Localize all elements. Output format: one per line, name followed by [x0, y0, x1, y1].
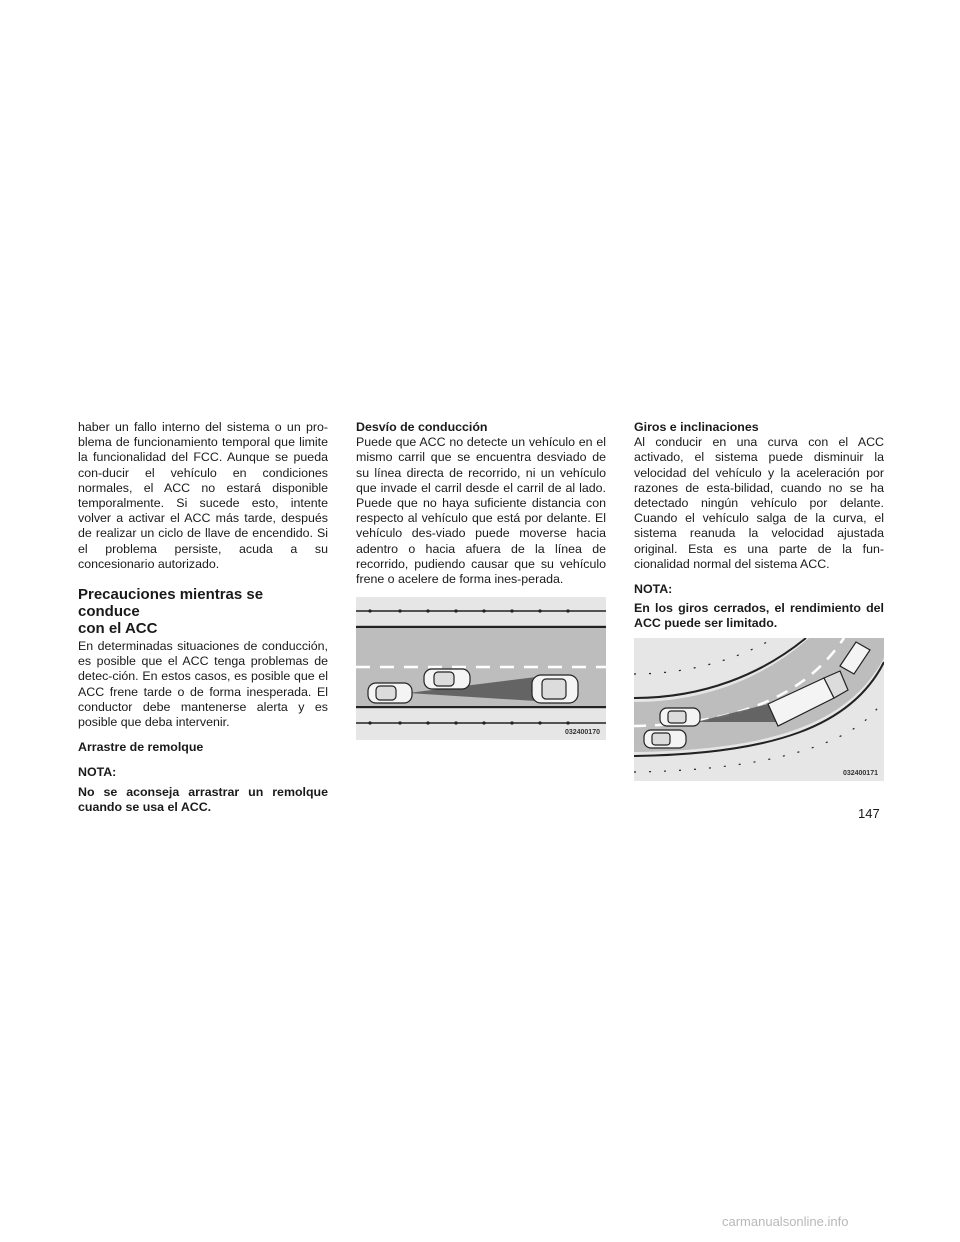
note-text-curves: En los giros cerrados, el rendimiento del ACC puede ser limitado.	[634, 601, 884, 631]
note-label: NOTA:	[634, 582, 673, 597]
figure-curves	[634, 638, 884, 781]
heading-line-2: con el ACC	[78, 620, 158, 638]
paragraph-precautions: En determinadas situaciones de conducción, es posible que el ACC tenga problemas de detec-ción. En estos casos, es posible que el ACC frene tarde o de forma inesperada. El conductor debe mantenerse alerta y es posible que deba intervenir.	[78, 639, 328, 730]
paragraph-curves: Al conducir en una curva con el ACC activado, el sistema puede disminuir la velocidad del vehículo y la aceleración por razones de esta-bilidad, cuando no se ha detectado ningún vehículo por delante. Cuando el vehículo salga de la curva, el sistema reanuda la velocidad ajustada original. Esta es una parte de la fun-cionalidad normal del sistema ACC.	[634, 435, 884, 571]
heading-line-1: Precauciones mientras se conduce	[78, 586, 264, 621]
car-offset	[424, 669, 470, 689]
figure-offset-driving	[356, 597, 606, 740]
car-adjacent	[644, 730, 686, 748]
paragraph-fault: haber un fallo interno del sistema o un pro-blema de funcionamiento temporal que limite la funcionalidad del FCC. Aunque se pueda con-ducir el vehículo en condiciones normales, el ACC no estará disponible temporalmente. Si sucede esto, intente volver a activar el ACC más tarde, después de realizar un ciclo de llave de encendido. Si el problema persiste, acuda a su concesionario autorizado.	[78, 420, 328, 571]
subhead-offset-driving: Desvío de conducción	[356, 420, 488, 434]
column-left	[78, 420, 328, 825]
note-label: NOTA:	[78, 765, 117, 780]
page-number: 147	[858, 806, 880, 821]
paragraph-offset-driving: Puede que ACC no detecte un vehículo en el mismo carril que se encuentra desviado de su línea directa de recorrido, ni un vehículo que invade el carril desde el carril de al lado. Puede que no haya suficiente distancia con respecto al vehículo que está por delante. El vehículo des-viado puede moverse hacia adentro o hacia afuera de la línea de recorrido, pudiendo causar que su vehículo frene o acelere de forma ines-perada.	[356, 435, 606, 587]
car-ahead	[532, 675, 578, 703]
straight-road-illustration	[356, 597, 606, 740]
subhead-curves: Giros e inclinaciones	[634, 420, 759, 434]
section-heading	[78, 586, 328, 637]
note-text-trailer: No se aconseja arrastrar un remolque cuando se usa el ACC.	[78, 784, 328, 814]
car-own	[368, 683, 412, 703]
column-right	[634, 420, 884, 781]
subhead-trailer: Arrastre de remolque	[78, 740, 204, 755]
figure-code: 032400170	[564, 729, 600, 737]
figure-code: 032400171	[842, 769, 878, 777]
column-middle	[356, 420, 606, 740]
car-own	[660, 708, 700, 726]
curved-road-illustration	[634, 638, 884, 781]
footer-watermark: carmanualsonline.info	[722, 1214, 849, 1229]
